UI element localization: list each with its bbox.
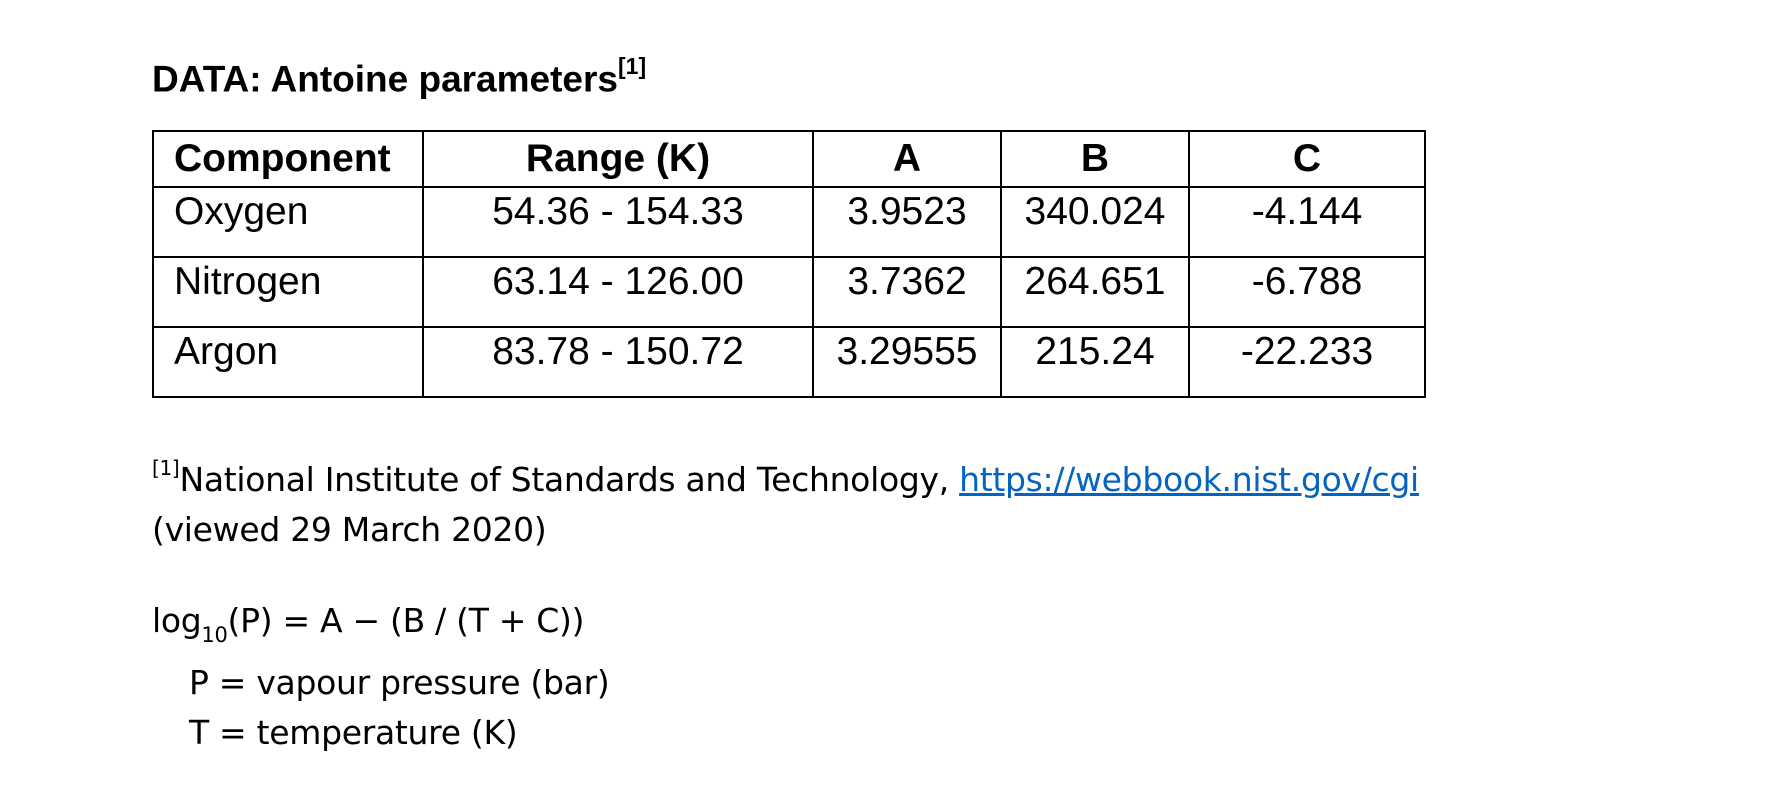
cell-component: Oxygen xyxy=(153,187,423,257)
cell-c: -22.233 xyxy=(1189,327,1425,397)
equation-log-base: 10 xyxy=(201,622,228,647)
header-b: B xyxy=(1001,131,1189,187)
definition-temperature: T = temperature (K) xyxy=(189,712,518,752)
reference-viewed-date: (viewed 29 March 2020) xyxy=(152,510,547,549)
nist-webbook-link[interactable]: https://webbook.nist.gov/cgi xyxy=(959,460,1419,499)
table-row-oxygen xyxy=(153,187,1425,257)
header-a: A xyxy=(813,131,1001,187)
cell-b: 340.024 xyxy=(1001,187,1189,257)
header-c: C xyxy=(1189,131,1425,187)
title-reference-mark: [1] xyxy=(618,53,647,79)
cell-b: 264.651 xyxy=(1001,257,1189,327)
table-row-nitrogen xyxy=(153,257,1425,327)
cell-b: 215.24 xyxy=(1001,327,1189,397)
cell-a: 3.7362 xyxy=(813,257,1001,327)
header-range: Range (K) xyxy=(423,131,813,187)
header-component: Component xyxy=(153,131,423,187)
definition-pressure: P = vapour pressure (bar) xyxy=(189,662,610,702)
antoine-parameters-table xyxy=(152,130,1426,398)
page-title xyxy=(152,48,646,101)
table-row-argon xyxy=(153,327,1425,397)
equation-log: log xyxy=(152,601,202,640)
reference-text: National Institute of Standards and Technology, xyxy=(179,460,960,499)
cell-component: Argon xyxy=(153,327,423,397)
reference-line xyxy=(152,447,1419,505)
reference-mark: [1] xyxy=(152,456,180,480)
cell-range: 83.78 - 150.72 xyxy=(423,327,813,397)
antoine-equation xyxy=(152,596,609,658)
cell-a: 3.9523 xyxy=(813,187,1001,257)
cell-range: 63.14 - 126.00 xyxy=(423,257,813,327)
equation-rest: (P) = A − (B / (T + C)) xyxy=(227,601,585,640)
reference-footnote xyxy=(152,447,1419,555)
cell-c: -6.788 xyxy=(1189,257,1425,327)
table-header-row xyxy=(153,131,1425,187)
cell-c: -4.144 xyxy=(1189,187,1425,257)
cell-component: Nitrogen xyxy=(153,257,423,327)
antoine-formula-block xyxy=(152,596,609,758)
cell-a: 3.29555 xyxy=(813,327,1001,397)
title-text: DATA: Antoine parameters xyxy=(152,58,618,100)
cell-range: 54.36 - 154.33 xyxy=(423,187,813,257)
